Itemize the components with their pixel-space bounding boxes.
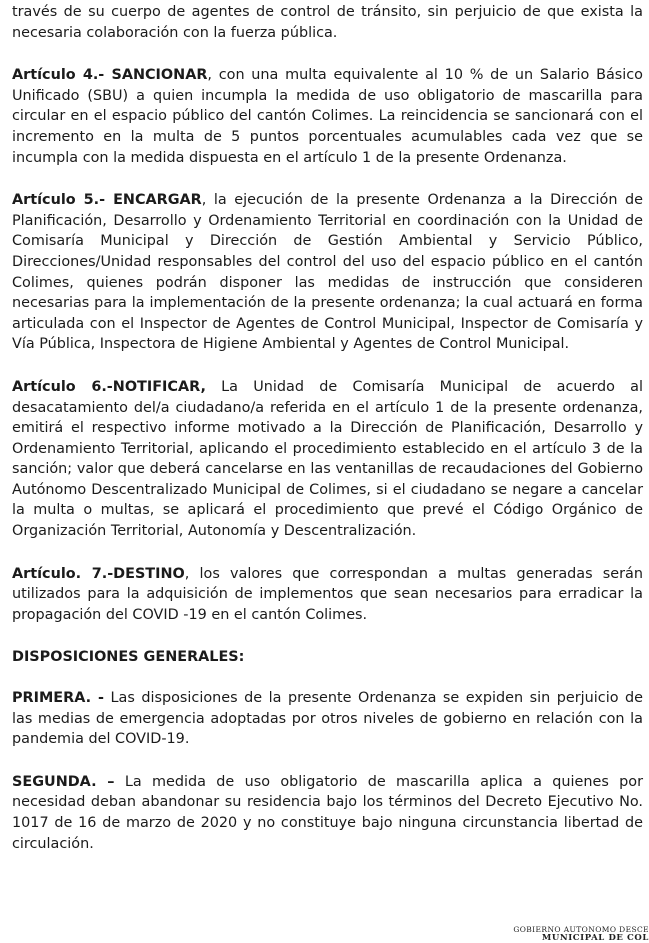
article-7-label: Artículo. 7.-DESTINO bbox=[12, 565, 185, 582]
section-heading: DISPOSICIONES GENERALES: bbox=[12, 649, 245, 666]
article-5 bbox=[12, 190, 643, 355]
paragraph-continuation: través de su cuerpo de agentes de control de tránsito, sin perjuicio de que exista la necesaria colaboración con la fuerza pública. bbox=[12, 4, 643, 41]
article-7-text: , los valores que correspondan a multas generadas serán utilizados para la adquisición de implementos que sean necesarios para erradicar la propagación del COVID -19 en el cantón Colimes. bbox=[12, 565, 643, 623]
disposition-segunda bbox=[12, 772, 643, 854]
document-page bbox=[12, 2, 643, 854]
article-6-label: Artículo 6.-NOTIFICAR, bbox=[12, 378, 206, 395]
article-4 bbox=[12, 65, 643, 168]
segunda-label: SEGUNDA. – bbox=[12, 773, 115, 790]
article-6 bbox=[12, 377, 643, 542]
primera-text: Las disposiciones de la presente Ordenanza se expiden sin perjuicio de las medias de emergencia adoptadas por otros niveles de gobierno en relación con la pandemia del COVID-19. bbox=[12, 690, 643, 748]
article-7 bbox=[12, 564, 643, 626]
disposition-primera bbox=[12, 688, 643, 750]
article-4-label: Artículo 4.- SANCIONAR bbox=[12, 67, 208, 84]
primera-label: PRIMERA. - bbox=[12, 690, 105, 707]
stamp-line-2: MUNICIPAL DE COL bbox=[541, 933, 649, 943]
segunda-text: La medida de uso obligatorio de mascarilla aplica a quienes por necesidad deban abandonar su residencia bajo los términos del Decreto Ejecutivo No. 1017 de 16 de marzo de 2020 y no constituye bajo ninguna circunstancia libertad de circulación. bbox=[12, 773, 644, 852]
article-5-text: , la ejecución de la presente Ordenanza a la Dirección de Planificación, Desarrollo y Ordenamiento Territorial en coordinación con la Unidad de Comisaría Municipal y Dirección de Gestión Ambiental y Servicio Público, Direcciones/Unidad responsables del control del uso del espacio público en el cantón Colimes, quienes podrán disponer las medidas de instrucción que consideren necesarias para la implementación de la presente ordenanza; la cual actuará en forma articulada con el Inspector de Agentes de Control Municipal, Inspector de Comisaría y Vía Pública, Inspectora de Higiene Ambiental y Agentes de Control Municipal. bbox=[12, 192, 643, 353]
article-4-text: , con una multa equivalente al 10 % de un Salario Básico Unificado (SBU) a quien incumpla la medida de uso obligatorio de mascarilla para circular en el espacio público del cantón Colimes. La reincidencia se sancionará con el incremento en la multa de 5 puntos porcentuales acumulables cada vez que se incumpla con la medida dispuesta en el artículo 1 de la presente Ordenanza. bbox=[12, 67, 643, 166]
article-6-text: La Unidad de Comisaría Municipal de acuerdo al desacatamiento del/a ciudadano/a referida en el artículo 1 de la presente ordenanza, emitirá el respectivo informe motivado a la Dirección de Planificación, Desarrollo y Ordenamiento Territorial, aplicando el procedimiento establecido en el artículo 3 de la sanción; valor que deberá cancelarse en las ventanillas de recaudaciones del Gobierno Autónomo Descentralizado Municipal de Colimes, si el ciudadano se negare a cancelar la multa o multas, se aplicará el procedimiento que prevé el Código Orgánico de Organización Territorial, Autonomía y Descentralización. bbox=[12, 378, 643, 540]
stamp-line-1: GOBIERNO AUTONOMO DESCE bbox=[513, 925, 649, 934]
official-stamp bbox=[513, 925, 649, 943]
article-5-label: Artículo 5.- ENCARGAR bbox=[12, 192, 202, 209]
